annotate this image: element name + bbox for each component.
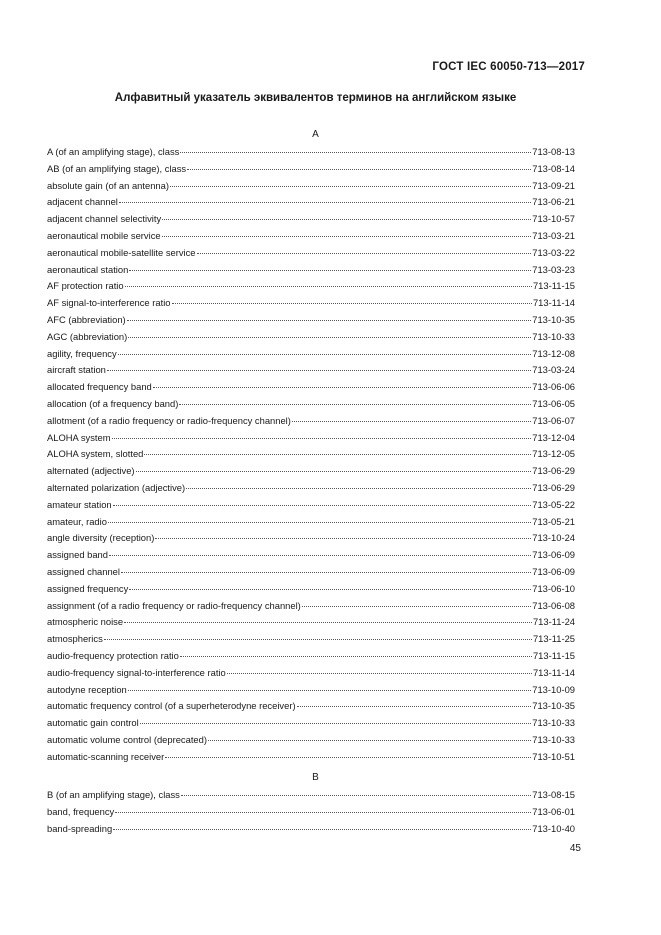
index-entry (47, 163, 575, 180)
entry-code: 713-05-22 (532, 498, 575, 510)
entry-code: 713-12-08 (532, 347, 575, 359)
dot-leader (113, 505, 532, 506)
index-entry (47, 398, 575, 415)
dot-leader (129, 589, 531, 590)
dot-leader (129, 270, 531, 271)
index-entry (47, 146, 575, 163)
entry-code: 713-08-14 (532, 162, 575, 174)
index-entry (47, 432, 575, 449)
entry-term: adjacent channel (47, 196, 118, 208)
dot-leader (128, 690, 532, 691)
index-entry (47, 180, 575, 197)
entry-list-b (47, 789, 575, 839)
index-entry (47, 549, 575, 566)
entry-term: allocated frequency band (47, 381, 152, 393)
dot-leader (113, 829, 531, 830)
dot-leader (180, 656, 532, 657)
index-entry (47, 717, 575, 734)
entry-code: 713-06-08 (532, 599, 575, 611)
dot-leader (124, 622, 532, 623)
entry-term: ALOHA system (47, 431, 111, 443)
index-entry (47, 348, 575, 365)
index-entry (47, 751, 575, 768)
index-entry (47, 297, 575, 314)
entry-term: agility, frequency (47, 347, 117, 359)
entry-code: 713-06-07 (532, 414, 575, 426)
entry-code: 713-06-09 (532, 565, 575, 577)
dot-leader (172, 303, 532, 304)
entry-term: aeronautical mobile service (47, 229, 161, 241)
entry-code: 713-06-05 (532, 397, 575, 409)
entry-term: amateur, radio (47, 515, 107, 527)
entry-list-a (47, 146, 575, 767)
dot-leader (153, 387, 531, 388)
index-entry (47, 280, 575, 297)
index-entry (47, 247, 575, 264)
entry-term: AF protection ratio (47, 280, 124, 292)
index-entry (47, 482, 575, 499)
entry-term: band-spreading (47, 822, 113, 834)
dot-leader (140, 723, 532, 724)
entry-term: AF signal-to-interference ratio (47, 297, 171, 309)
dot-leader (162, 236, 532, 237)
index-entry (47, 650, 575, 667)
index-entry (47, 823, 575, 840)
entry-term: alternated polarization (adjective) (47, 481, 186, 493)
dot-leader (227, 673, 532, 674)
entry-code: 713-10-40 (532, 822, 575, 834)
entry-code: 713-10-09 (532, 683, 575, 695)
dot-leader (186, 488, 531, 489)
entry-code: 713-08-13 (532, 146, 575, 157)
dot-leader (208, 740, 531, 741)
entry-code: 713-10-35 (532, 313, 575, 325)
dot-leader (292, 421, 531, 422)
entry-term: AFC (abbreviation) (47, 313, 126, 325)
entry-code: 713-03-24 (532, 364, 575, 376)
dot-leader (179, 404, 531, 405)
dot-leader (119, 202, 531, 203)
dot-leader (302, 606, 531, 607)
entry-term: assigned frequency (47, 582, 129, 594)
entry-code: 713-10-33 (532, 733, 575, 745)
entry-code: 713-11-14 (532, 297, 575, 309)
index-entry (47, 331, 575, 348)
section-letter-b-text: B (312, 772, 319, 783)
index-title-text: Алфавитный указатель эквивалентов терминов на английском языке (114, 92, 517, 104)
index-entry (47, 734, 575, 751)
dot-leader (127, 320, 532, 321)
entry-code: 713-10-33 (532, 330, 575, 342)
entry-code: 713-10-33 (532, 717, 575, 729)
entry-code: 713-06-06 (532, 381, 575, 393)
dot-leader (125, 286, 532, 287)
dot-leader (107, 370, 531, 371)
entry-code: 713-06-01 (532, 805, 575, 817)
section-letter-b (0, 772, 661, 783)
dot-leader (115, 812, 531, 813)
entry-term: aeronautical mobile-satellite service (47, 246, 196, 258)
index-entry (47, 700, 575, 717)
page-number: 45 (569, 843, 581, 854)
dot-leader (170, 186, 531, 187)
index-entry (47, 616, 575, 633)
entry-term: A (of an amplifying stage), class (47, 146, 180, 157)
index-entry (47, 499, 575, 516)
entry-term: assigned channel (47, 565, 120, 577)
index-entry (47, 566, 575, 583)
section-letter-a-text: A (312, 129, 319, 140)
dot-leader (108, 522, 531, 523)
index-entry (47, 516, 575, 533)
dot-leader (144, 454, 531, 455)
entry-code: 713-06-09 (532, 549, 575, 561)
entry-term: atmospheric noise (47, 616, 124, 628)
entry-code: 713-11-15 (532, 280, 575, 292)
index-entry (47, 583, 575, 600)
entry-code: 713-06-10 (532, 582, 575, 594)
entry-code: 713-11-25 (532, 633, 575, 645)
dot-leader (181, 795, 531, 796)
section-letter-a (0, 129, 661, 140)
entry-term: automatic frequency control (of a superheterodyne receiver) (47, 700, 296, 712)
entry-code: 713-06-21 (532, 196, 575, 208)
index-title (0, 92, 661, 104)
index-entry (47, 381, 575, 398)
dot-leader (197, 253, 532, 254)
entry-term: automatic volume control (deprecated) (47, 733, 207, 745)
entry-code: 713-10-57 (532, 213, 575, 225)
index-entry (47, 213, 575, 230)
index-entry (47, 806, 575, 823)
entry-code: 713-05-21 (532, 515, 575, 527)
dot-leader (155, 538, 531, 539)
dot-leader (109, 555, 531, 556)
index-entry (47, 448, 575, 465)
dot-leader (128, 337, 531, 338)
dot-leader (112, 438, 532, 439)
entry-term: assignment (of a radio frequency or radio-frequency channel) (47, 599, 301, 611)
entry-term: alternated (adjective) (47, 465, 135, 477)
entry-term: audio-frequency signal-to-interference ratio (47, 666, 226, 678)
entry-code: 713-03-22 (532, 246, 575, 258)
entry-code: 713-06-29 (532, 465, 575, 477)
index-entry (47, 415, 575, 432)
entry-code: 713-03-23 (532, 263, 575, 275)
entry-code: 713-10-51 (532, 750, 575, 762)
entry-term: autodyne reception (47, 683, 127, 695)
entry-term: absolute gain (of an antenna) (47, 179, 169, 191)
entry-term: aircraft station (47, 364, 106, 376)
entry-code: 713-11-24 (532, 616, 575, 628)
entry-code: 713-12-04 (532, 431, 575, 443)
index-entry (47, 684, 575, 701)
entry-code: 713-03-21 (532, 229, 575, 241)
entry-code: 713-10-24 (532, 532, 575, 544)
dot-leader (180, 152, 531, 153)
entry-code: 713-06-29 (532, 481, 575, 493)
entry-code: 713-12-05 (532, 448, 575, 460)
dot-leader (136, 471, 532, 472)
entry-term: ALOHA system, slotted (47, 448, 144, 460)
index-entry (47, 230, 575, 247)
entry-code: 713-10-35 (532, 700, 575, 712)
entry-term: B (of an amplifying stage), class (47, 789, 180, 800)
entry-code: 713-11-14 (532, 666, 575, 678)
index-entry (47, 789, 575, 806)
entry-term: AB (of an amplifying stage), class (47, 162, 187, 174)
index-entry (47, 264, 575, 281)
entry-code: 713-09-21 (532, 179, 575, 191)
index-entry (47, 600, 575, 617)
entry-term: aeronautical station (47, 263, 129, 275)
index-entry (47, 532, 575, 549)
entry-term: audio-frequency protection ratio (47, 649, 179, 661)
dot-leader (165, 757, 531, 758)
index-entry (47, 196, 575, 213)
dot-leader (162, 219, 531, 220)
dot-leader (187, 169, 531, 170)
entry-term: allotment (of a radio frequency or radio-frequency channel) (47, 414, 291, 426)
entry-term: AGC (abbreviation) (47, 330, 128, 342)
entry-term: automatic-scanning receiver (47, 750, 165, 762)
dot-leader (118, 354, 532, 355)
index-entry (47, 314, 575, 331)
entry-term: assigned band (47, 549, 108, 561)
dot-leader (297, 706, 532, 707)
index-entry (47, 465, 575, 482)
entry-term: atmospherics (47, 633, 103, 645)
index-entry (47, 667, 575, 684)
entry-code: 713-11-15 (532, 649, 575, 661)
standard-code: ГОСТ IEC 60050-713—2017 (432, 61, 585, 73)
index-entry (47, 364, 575, 381)
dot-leader (104, 639, 532, 640)
entry-term: automatic gain control (47, 717, 139, 729)
entry-term: angle diversity (reception) (47, 532, 155, 544)
entry-term: adjacent channel selectivity (47, 213, 162, 225)
entry-code: 713-08-15 (532, 789, 575, 800)
entry-term: band, frequency (47, 805, 115, 817)
entry-term: allocation (of a frequency band) (47, 397, 179, 409)
index-entry (47, 633, 575, 650)
entry-term: amateur station (47, 498, 112, 510)
dot-leader (121, 572, 531, 573)
